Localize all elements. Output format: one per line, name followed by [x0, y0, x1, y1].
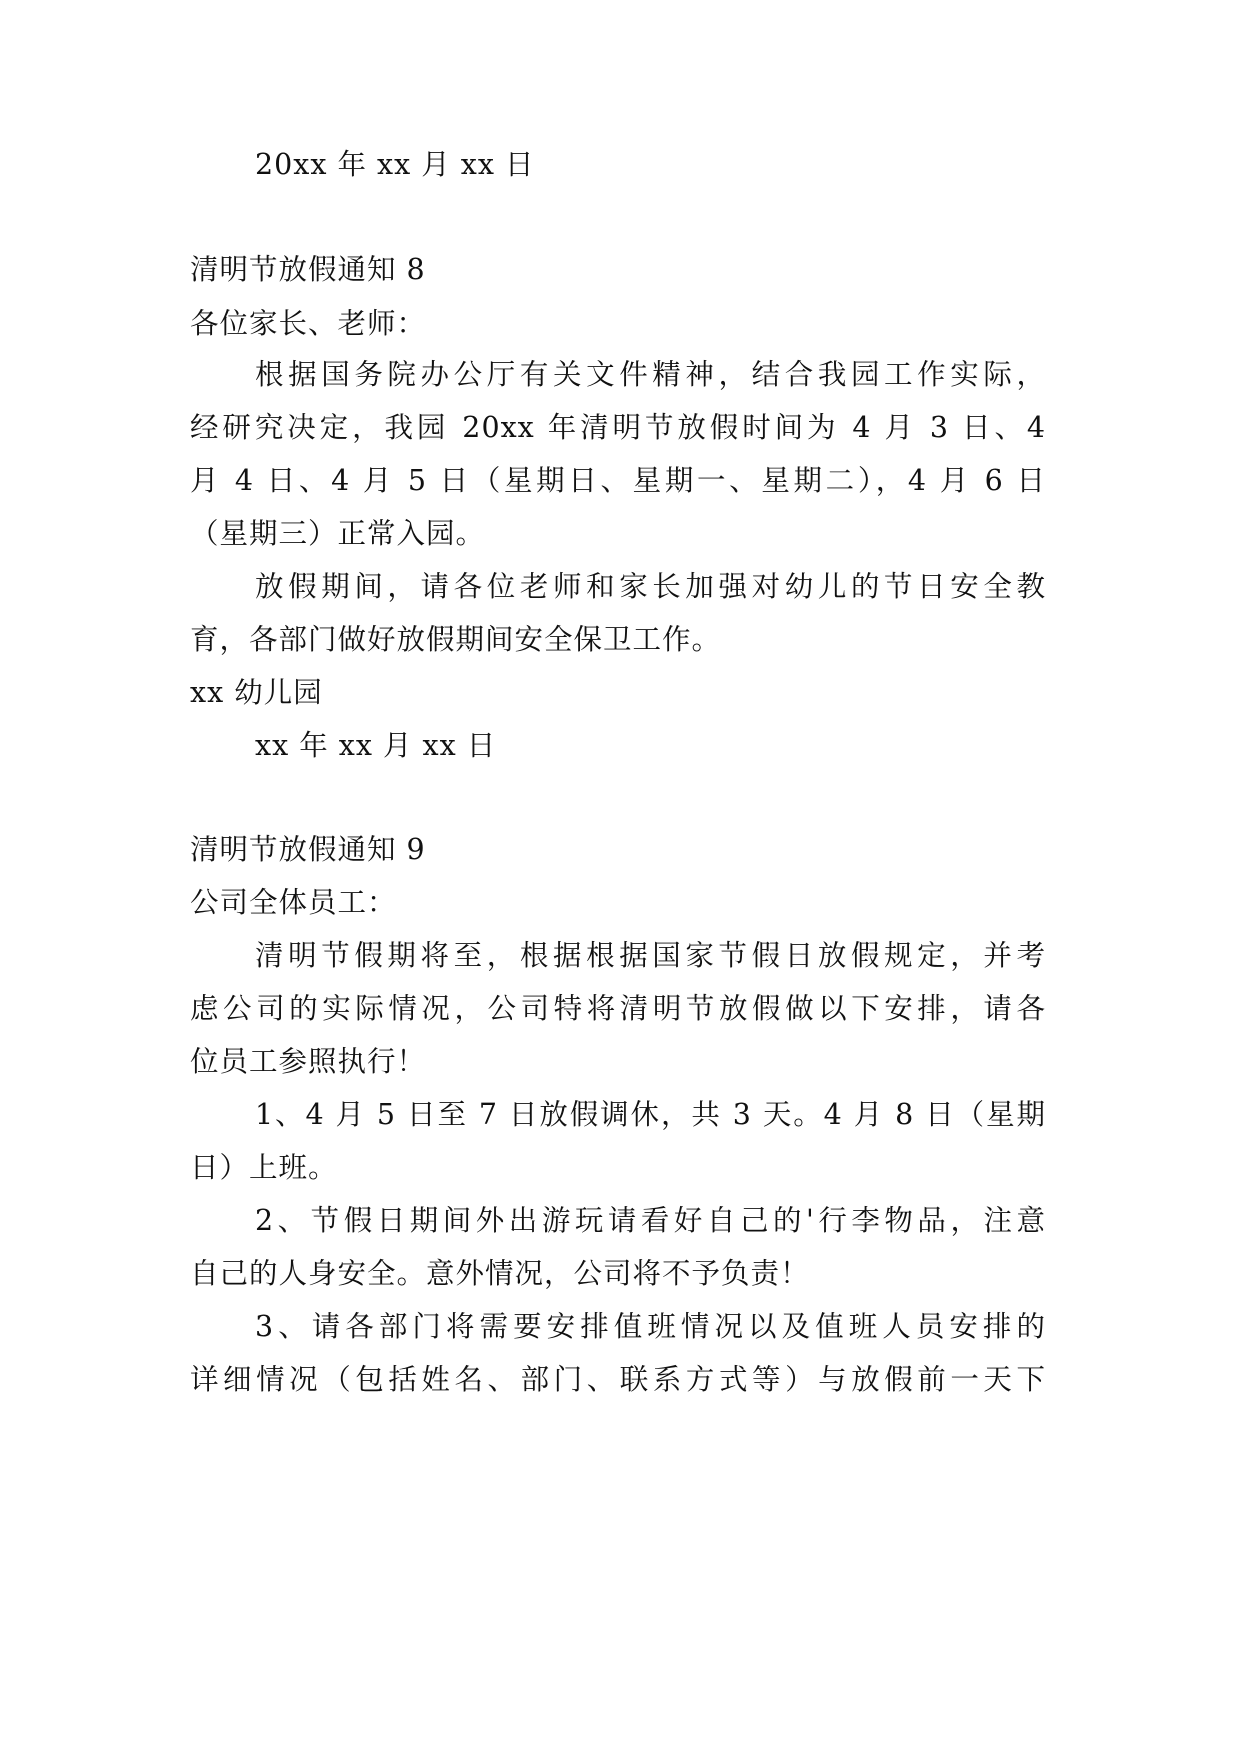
notice-9-item-3-line-1: 3、请各部门将需要安排值班情况以及值班人员安排的 [255, 1310, 1046, 1343]
notice-8-signature: xx 幼儿园 [190, 676, 323, 709]
notice-9-salutation: 公司全体员工： [190, 886, 397, 919]
notice-8-date: xx 年 xx 月 xx 日 [255, 729, 497, 762]
notice-9-paragraph-1-line-3: 位员工参照执行！ [190, 1045, 427, 1078]
notice-8-paragraph-1-line-3: 月 4 日、4 月 5 日（星期日、星期一、星期二），4 月 6 日 [190, 464, 1046, 497]
notice-9-item-1-line-2: 日）上班。 [190, 1151, 338, 1184]
notice-9-item-2-line-2: 自己的人身安全。意外情况，公司将不予负责！ [190, 1257, 810, 1290]
notice-8-title: 清明节放假通知 8 [190, 253, 426, 286]
notice-8-paragraph-2-line-2: 育，各部门做好放假期间安全保卫工作。 [190, 623, 722, 656]
notice-8-paragraph-1-line-4: （星期三）正常入园。 [190, 517, 486, 550]
notice-9-item-2-line-1: 2、节假日期间外出游玩请看好自己的'行李物品，注意 [255, 1204, 1046, 1237]
notice-8-paragraph-1-line-2: 经研究决定，我园 20xx 年清明节放假时间为 4 月 3 日、4 [190, 411, 1046, 444]
notice-9-item-3-line-2: 详细情况（包括姓名、部门、联系方式等）与放假前一天下 [190, 1363, 1046, 1396]
notice-8-paragraph-1-line-1: 根据国务院办公厅有关文件精神，结合我园工作实际， [255, 358, 1046, 391]
notice-8-salutation: 各位家长、老师： [190, 307, 427, 340]
notice-9-title: 清明节放假通知 9 [190, 833, 426, 866]
notice-8-paragraph-2-line-1: 放假期间，请各位老师和家长加强对幼儿的节日安全教 [255, 570, 1046, 603]
notice-9-paragraph-1-line-2: 虑公司的实际情况，公司特将清明节放假做以下安排，请各 [190, 992, 1046, 1025]
previous-notice-date: 20xx 年 xx 月 xx 日 [255, 148, 535, 181]
notice-9-paragraph-1-line-1: 清明节假期将至，根据根据国家节假日放假规定，并考 [255, 939, 1046, 972]
notice-9-item-1-line-1: 1、4 月 5 日至 7 日放假调休，共 3 天。4 月 8 日（星期 [255, 1098, 1046, 1131]
